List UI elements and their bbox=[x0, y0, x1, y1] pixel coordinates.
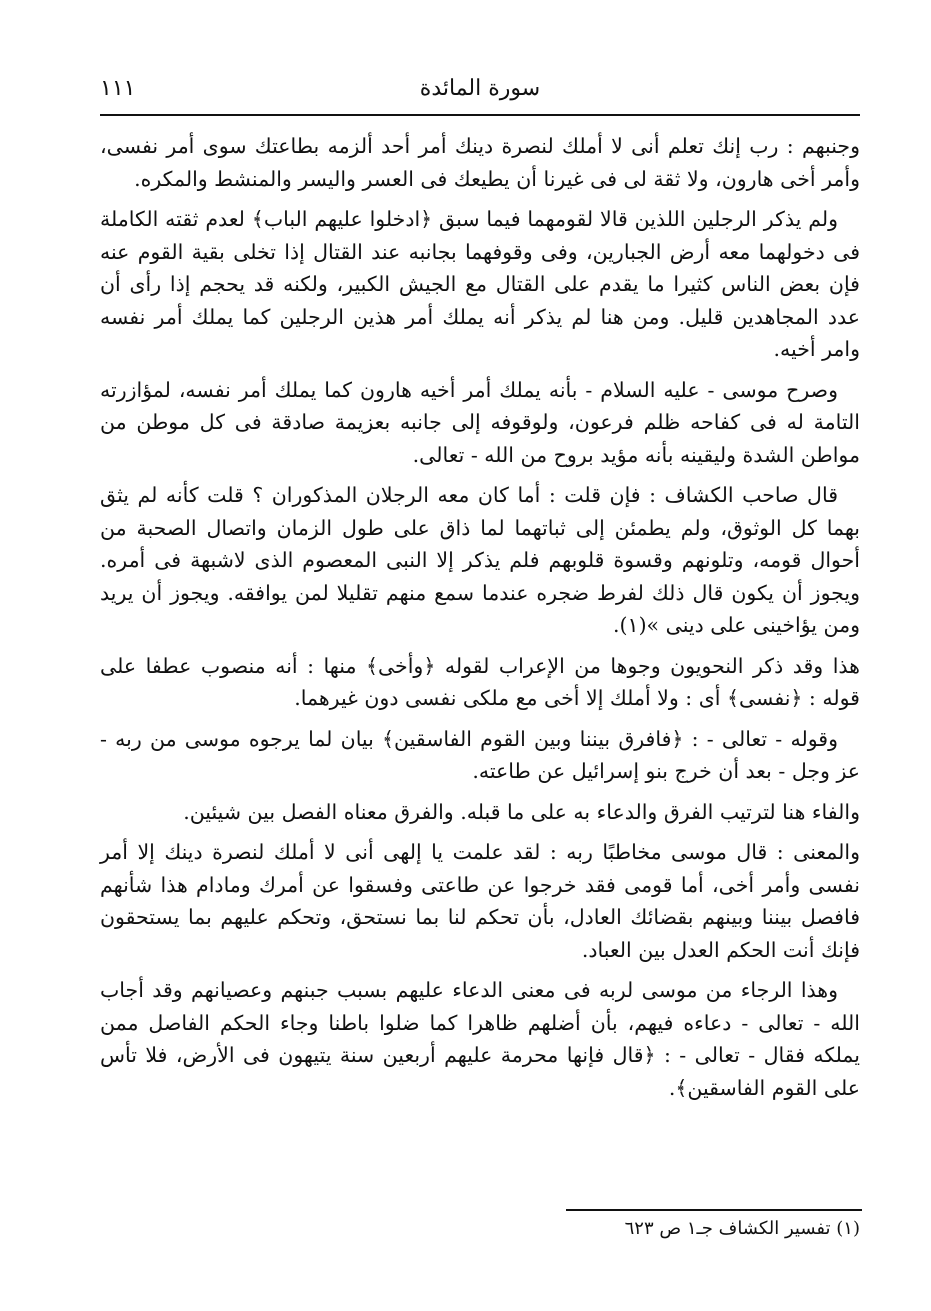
body-text bbox=[100, 130, 860, 1112]
paragraph: وجنبهم : رب إنك تعلم أنى لا أملك لنصرة دينك أمر أحد ألزمه بطاعتك سوى أمر نفسى، وأمر أخى هارون، ولا ثقة لى فى غيرنا أن يطيعك فى العسر واليسر والمنشط والمكره. bbox=[100, 134, 860, 191]
header-divider bbox=[100, 114, 860, 116]
paragraph: هذا وقد ذكر النحويون وجوها من الإعراب لقوله ﴿وأخى﴾ منها : أنه منصوب عطفا على قوله : ﴿نفسى﴾ أى : ولا أملك إلا أخى مع ملكى نفسى دون غيرهما. bbox=[100, 653, 860, 710]
paragraph: والمعنى : قال موسى مخاطبًا ربه : لقد علمت يا إلهى أنى لا أملك لنصرة دينك إلا أمر نفسى وأمر أخى، أما قومى فقد خرجوا عن طاعتى وفسقوا عن أمرك ومادام هذا شأنهم فافصل بيننا وبينهم بقضائك العادل، بأن تحكم لنا بما نستحق، وتحكم عليهم بما يستحقون فإنك أنت الحكم العدل بين العباد. bbox=[100, 840, 860, 962]
paragraph: وقوله - تعالى - : ﴿فافرق بيننا وبين القوم الفاسقين﴾ بيان لما يرجوه موسى من ربه - عز وجل - بعد أن خرج بنو إسرائيل عن طاعته. bbox=[100, 726, 860, 783]
page-header bbox=[100, 72, 860, 112]
paragraph: قال صاحب الكشاف : فإن قلت : أما كان معه الرجلان المذكوران ؟ قلت كأنه لم يثق بهما كل الوثوق، ولم يطمئن إلى ثباتهما لما ذاق على طول الزمان واتصال الصحبة من أحوال قومه، وتلونهم وقسوة قلوبهم فلم يذكر إلا النبى المعصوم الذى لاشبهة فى أمره. ويجوز أن يكون قال ذلك لفرط ضجره عندما سمع منهم تقليلا لمن يوافقه. ويجوز أن يريد ومن يؤاخينى على دينى »(١). bbox=[100, 483, 860, 637]
paragraph: والفاء هنا لترتيب الفرق والدعاء به على ما قبله. والفرق معناه الفصل بين شيئين. bbox=[183, 799, 860, 824]
paragraph: وصرح موسى - عليه السلام - بأنه يملك أمر أخيه هارون كما يملك أمر نفسه، لمؤازرته التامة له فى كفاحه ظلم فرعون، ولوقوفه إلى جانبه بعزيمة صادقة فى كل موطن من مواطن الشدة وليقينه بأنه مؤيد بروح من الله - تعالى. bbox=[100, 377, 860, 467]
footnote-divider bbox=[566, 1209, 862, 1211]
surah-title: سورة المائدة bbox=[419, 76, 541, 101]
page-number: ١١١ bbox=[100, 76, 136, 101]
footnote: (١) تفسير الكشاف جـ١ ص ٦٢٣ bbox=[624, 1218, 860, 1239]
paragraph: ولم يذكر الرجلين اللذين قالا لقومهما فيما سبق ﴿ادخلوا عليهم الباب﴾ لعدم ثقته الكاملة فى دخولهما معه أرض الجبارين، وفى وقوفهما بجانبه عند القتال إذا تخلى بقية القوم عنه فإن بعض الناس كثيرا ما يقدم على القتال مع الجيش الكبير، ولكنه قد يحجم إذا رأى أن عدد المجاهدين قليل. ومن هنا لم يذكر أنه يملك أمر هذين الرجلين كما يملك أمر نفسه وامر أخيه. bbox=[100, 207, 860, 361]
paragraph: وهذا الرجاء من موسى لربه فى معنى الدعاء عليهم بسبب جبنهم وعصيانهم وقد أجاب الله - تعالى - دعاءه فيهم، بأن أضلهم ظاهرا كما ضلوا باطنا وجاء الحكم الفاصل ممن يملكه فقال - تعالى - : ﴿قال فإنها محرمة عليهم أربعين سنة يتيهون فى الأرض، فلا تأس على القوم الفاسقين﴾. bbox=[100, 978, 860, 1100]
